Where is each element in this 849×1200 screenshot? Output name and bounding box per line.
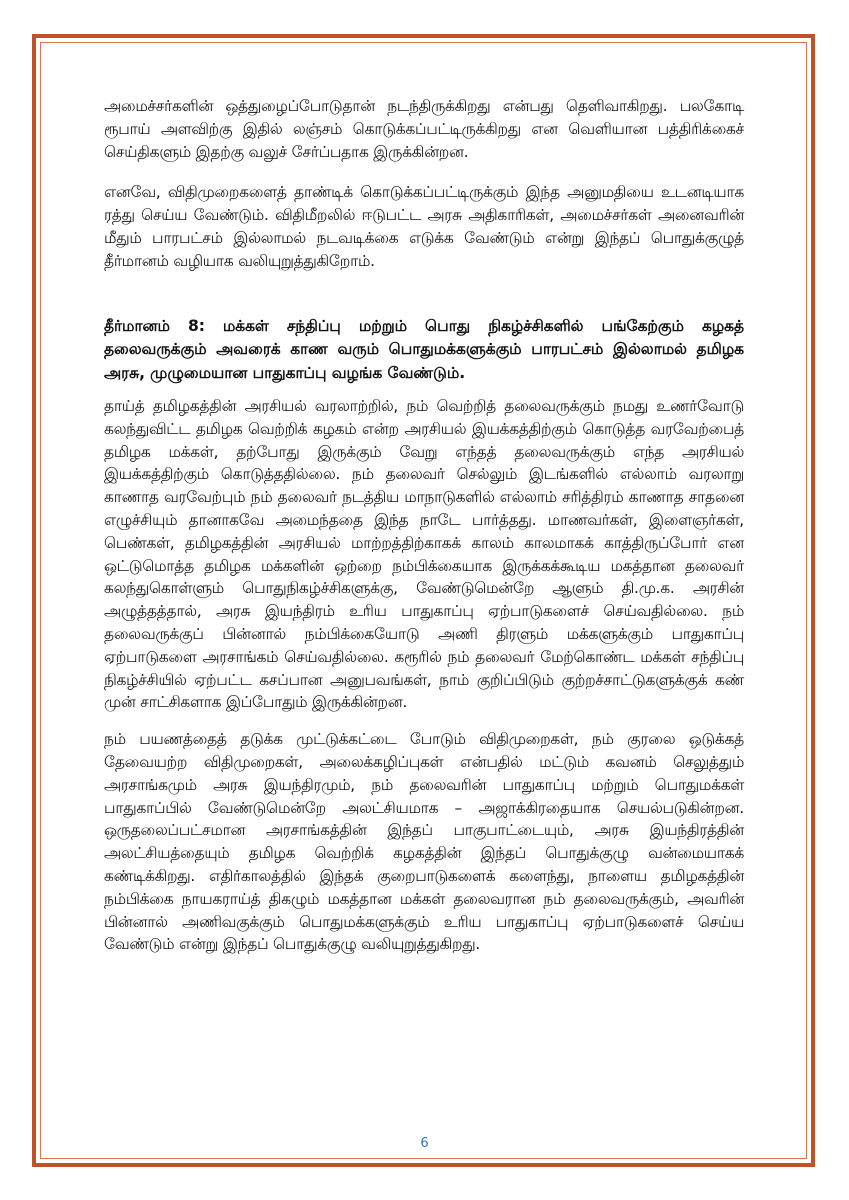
resolution-paragraph-2: நம் பயணத்தைத் தடுக்க முட்டுக்கட்டை போடும் விதிமுறைகள், நம் குரலை ஒடுக்கத் தேவையற்ற விதிமுறைகள், அலைக்கழிப்புகள் என்பதில் மட்டும் கவனம் செலுத்தும் அரசாங்கமும் அரசு இயந்திரமும், நம் தலைவரின் பாதுகாப்பு மற்றும் பொதுமக்கள் பாதுகாப்பில் வேண்டுமென்றே அலட்சியமாக – அஜாக்கிரதையாக செயல்படுகின்றன. ஒருதலைப்பட்சமான அரசாங்கத்தின் இந்தப் பாகுபாட்டையும், அரசு இயந்திரத்தின் அலட்சியத்தையும் தமிழக வெற்றிக் கழகத்தின் இந்தப் பொதுக்குழு வன்மையாகக் கண்டிக்கிறது. எதிர்காலத்தில் இந்தக் குறைபாடுகளைக் களைந்து, நாளைய தமிழகத்தின் நம்பிக்கை நாயகராய்த் திகழும் மகத்தான மக்கள் தலைவரான நம் தலைவருக்கும், அவரின் பின்னால் அணிவகுக்கும் பொதுமக்களுக்கும் உரிய பாதுகாப்பு ஏற்பாடுகளைச் செய்ய வேண்டும் என்று இந்தப் பொதுக்குழு வலியுறுத்துகிறது. [104, 730, 744, 954]
resolution-8-heading: தீர்மானம் 8: மக்கள் சந்திப்பு மற்றும் பொது நிகழ்ச்சிகளில் பங்கேற்கும் கழகத் தலைவருக்கும் அவரைக் காண வரும் பொதுமக்களுக்கும் பாரபட்சம் இல்லாமல் தமிழக அரசு, முழுமையான பாதுகாப்பு வழங்க வேண்டும். [104, 316, 744, 382]
paragraph-1: அமைச்சர்களின் ஒத்துழைப்போடுதான் நடந்திருக்கிறது என்பது தெளிவாகிறது. பலகோடி ரூபாய் அளவிற்கு இதில் லஞ்சம் கொடுக்கப்பட்டிருக்கிறது என வெளியான பத்திரிக்கைச் செய்திகளும் இதற்கு வலுச் சேர்ப்பதாக இருக்கின்றன. [104, 97, 744, 161]
page-content [104, 95, 744, 974]
page-number: 6 [420, 1136, 429, 1151]
resolution-paragraph-1: தாய்த் தமிழகத்தின் அரசியல் வரலாற்றில், நம் வெற்றித் தலைவருக்கும் நமது உணர்வோடு கலந்துவிட்ட தமிழக வெற்றிக் கழகம் என்ற அரசியல் இயக்கத்திற்கும் கொடுத்த வரவேற்பைத் தமிழக மக்கள், தற்போது இருக்கும் வேறு எந்தத் தலைவருக்கும் எந்த அரசியல் இயக்கத்திற்கும் கொடுத்ததில்லை. நம் தலைவர் செல்லும் இடங்களில் எல்லாம் வரலாறு காணாத வரவேற்பும் நம் தலைவர் நடத்திய மாநாடுகளில் எல்லாம் சரித்திரம் காணாத சாதனை எழுச்சியும் தானாகவே அமைந்ததை இந்த நாடே பார்த்தது. மாணவர்கள், இளைஞர்கள், பெண்கள், தமிழகத்தின் அரசியல் மாற்றத்திற்காகக் காலம் காலமாகக் காத்திருப்போர் என ஒட்டுமொத்த தமிழக மக்களின் ஒற்றை நம்பிக்கையாக இருக்கக்கூடிய மகத்தான தலைவர் கலந்துகொள்ளும் பொதுநிகழ்ச்சிகளுக்கு, வேண்டுமென்றே ஆளும் தி.மு.க. அரசின் அழுத்தத்தால், அரசு இயந்திரம் உரிய பாதுகாப்பு ஏற்பாடுகளைச் செய்வதில்லை. நம் தலைவருக்குப் பின்னால் நம்பிக்கையோடு அணி திரளும் மக்களுக்கும் பாதுகாப்பு ஏற்பாடுகளை அரசாங்கம் செய்வதில்லை. கரூரில் நம் தலைவர் மேற்கொண்ட மக்கள் சந்திப்பு நிகழ்ச்சியில் ஏற்பட்ட கசப்பான அனுபவங்கள், நாம் குறிப்பிடும் குற்றச்சாட்டுகளுக்குக் கண் முன் சாட்சிகளாக இப்போதும் இருக்கின்றன. [104, 397, 744, 712]
paragraph-2: எனவே, விதிமுறைகளைத் தாண்டிக் கொடுக்கப்பட்டிருக்கும் இந்த அனுமதியை உடனடியாக ரத்து செய்ய வேண்டும். விதிமீறலில் ஈடுபட்ட அரசு அதிகாரிகள், அமைச்சர்கள் அனைவரின் மீதும் பாரபட்சம் இல்லாமல் நடவடிக்கை எடுக்க வேண்டும் என்று இந்தப் பொதுக்குழுத் தீர்மானம் வழியாக வலியுறுத்துகிறோம். [104, 183, 744, 270]
